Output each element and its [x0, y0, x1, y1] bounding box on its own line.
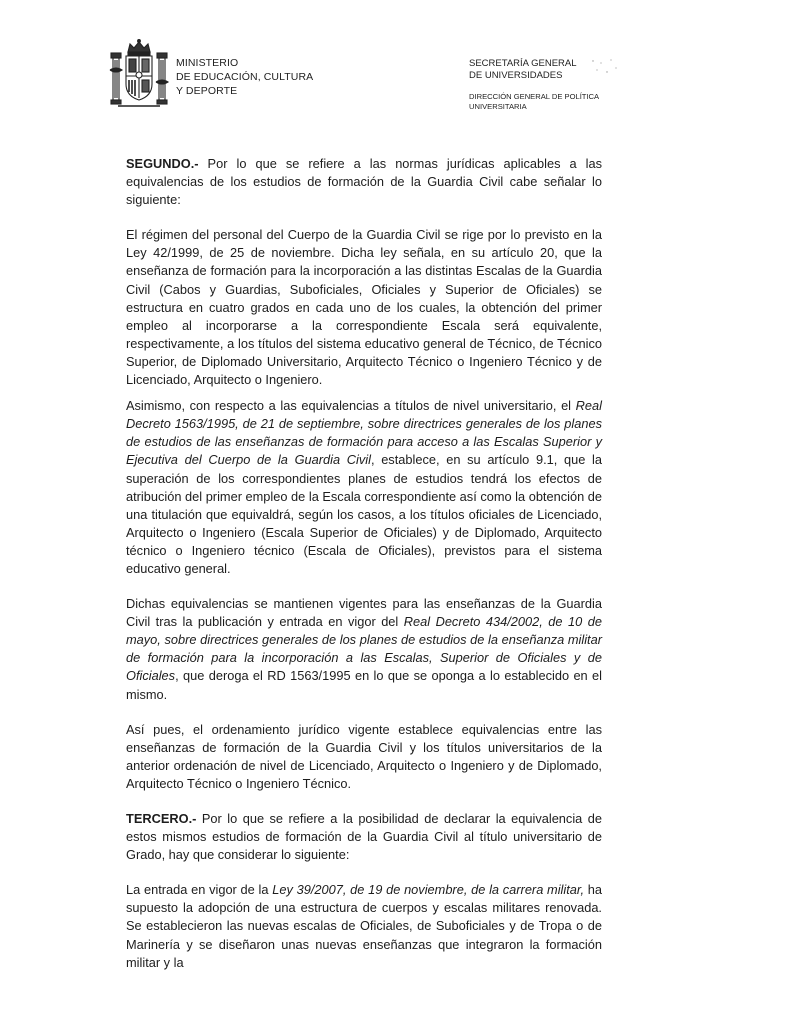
- secretaria-line: SECRETARÍA GENERAL: [469, 58, 577, 69]
- law-citation: Real Decreto 1563/1995, de 21 de septiembre, sobre directrices generales de los planes de estudios de las enseñanzas de formación para acceso a las Escalas Superior y Ejecutiva del Cuerpo de la Guardia Civil: [126, 398, 602, 468]
- paragraph: [126, 595, 602, 704]
- secretaria-block: [469, 58, 619, 112]
- paragraph-text: Por lo que se refiere a las normas jurídicas aplicables a las equivalencias de los estudios de formación de la Guardia Civil cabe señalar lo siguiente:: [126, 156, 602, 208]
- paragraph-text: ha supuesto la adopción de una estructura de cuerpos y escalas militares renovada. Se establecieron las nuevas escalas de Oficiales, de Suboficiales y de Tropa o de Marinería y se diseñaron unas nuevas enseñanzas que integraron la formación militar y la: [126, 882, 603, 970]
- document-body: [126, 155, 602, 972]
- direccion-line: DIRECCIÓN GENERAL DE POLÍTICA: [469, 92, 600, 101]
- paragraph-text: , que deroga el RD 1563/1995 en lo que se oponga a lo establecido en el mismo.: [126, 668, 602, 702]
- paragraph: [126, 226, 602, 389]
- paragraph: [126, 721, 602, 793]
- paragraph-text: Asimismo, con respecto a las equivalencias a títulos de nivel universitario, el: [126, 398, 576, 414]
- paragraph-tercero: [126, 810, 602, 864]
- section-lead: SEGUNDO.-: [126, 156, 199, 171]
- law-citation: Real Decreto 434/2002, de 10 de mayo, sobre directrices generales de los planes de estudios de la enseñanza militar de formación para la incorporación a las Escalas, Superior de Oficiales y de Oficiales: [126, 614, 602, 684]
- paragraph-segundo: [126, 155, 602, 209]
- paragraph-text: , establece, en su artículo 9.1, que la superación de los correspondientes planes de estudios tendrá los efectos de atribución del primer empleo de la Escala correspondiente así como la obtención de una titulación que equivaldrá, según los casos, a los títulos oficiales de Licenciado, Arquitecto o Ingeniero (Escala Superior de Oficiales) y de Diplomado, Arquitecto técnico o Ingeniero técnico (Escala de Oficiales), previstos para el sistema educativo general.: [126, 452, 602, 576]
- paragraph-text: Así pues, el ordenamiento jurídico vigente establece equivalencias entre las enseñanzas de formación de la Guardia Civil y los títulos universitarios de la anterior ordenación de nivel de Licenciado, Arquitecto o Ingeniero y de Diplomado, Arquitecto Técnico o Ingeniero Técnico.: [126, 721, 602, 791]
- paragraph-text: El régimen del personal del Cuerpo de la Guardia Civil se rige por lo previsto en la Ley 42/1999, de 25 de noviembre. Dicha ley señala, en su artículo 20, que la enseñanza de formación para la incorporación a las distintas Escalas de la Guardia Civil (Cabos y Guardias, Suboficiales, Oficiales y Superior de Oficiales) se estructura en cuatro grados en cada uno de los cuales, la obtención del primer empleo al incorporarse a la correspondiente Escala será equivalente, respectivamente, a los títulos del sistema educativo general de Técnico, de Técnico Superior, de Diplomado Universitario, Arquitecto Técnico o Ingeniero Técnico y de Licenciado, Arquitecto o Ingeniero.: [126, 227, 602, 388]
- paragraph: [126, 397, 602, 578]
- paragraph-text: La entrada en vigor de la: [126, 882, 273, 898]
- paragraph: [126, 881, 602, 971]
- ministry-line: MINISTERIO: [176, 57, 239, 69]
- paragraph-text: Dichas equivalencias se mantienen vigentes para las enseñanzas de la Guardia Civil tras la publicación y entrada en vigor del: [126, 596, 602, 630]
- spanish-coat-of-arms-icon: [108, 38, 170, 110]
- ministry-name: [176, 56, 313, 98]
- direccion-line: UNIVERSITARIA: [469, 102, 527, 111]
- ministry-line: DE EDUCACIÓN, CULTURA: [176, 71, 314, 83]
- direccion-name: [469, 92, 619, 112]
- ministry-line: Y DEPORTE: [176, 85, 238, 97]
- stamp-dots-icon: [589, 58, 619, 78]
- law-citation: Ley 39/2007, de 19 de noviembre, de la carrera militar,: [272, 882, 585, 898]
- paragraph-text: Por lo que se refiere a la posibilidad de declarar la equivalencia de estos mismos estudios de formación de la Guardia Civil al título universitario de Grado, hay que considerar lo siguiente:: [126, 811, 602, 863]
- secretaria-line: DE UNIVERSIDADES: [469, 69, 563, 81]
- section-lead: TERCERO.-: [126, 811, 197, 826]
